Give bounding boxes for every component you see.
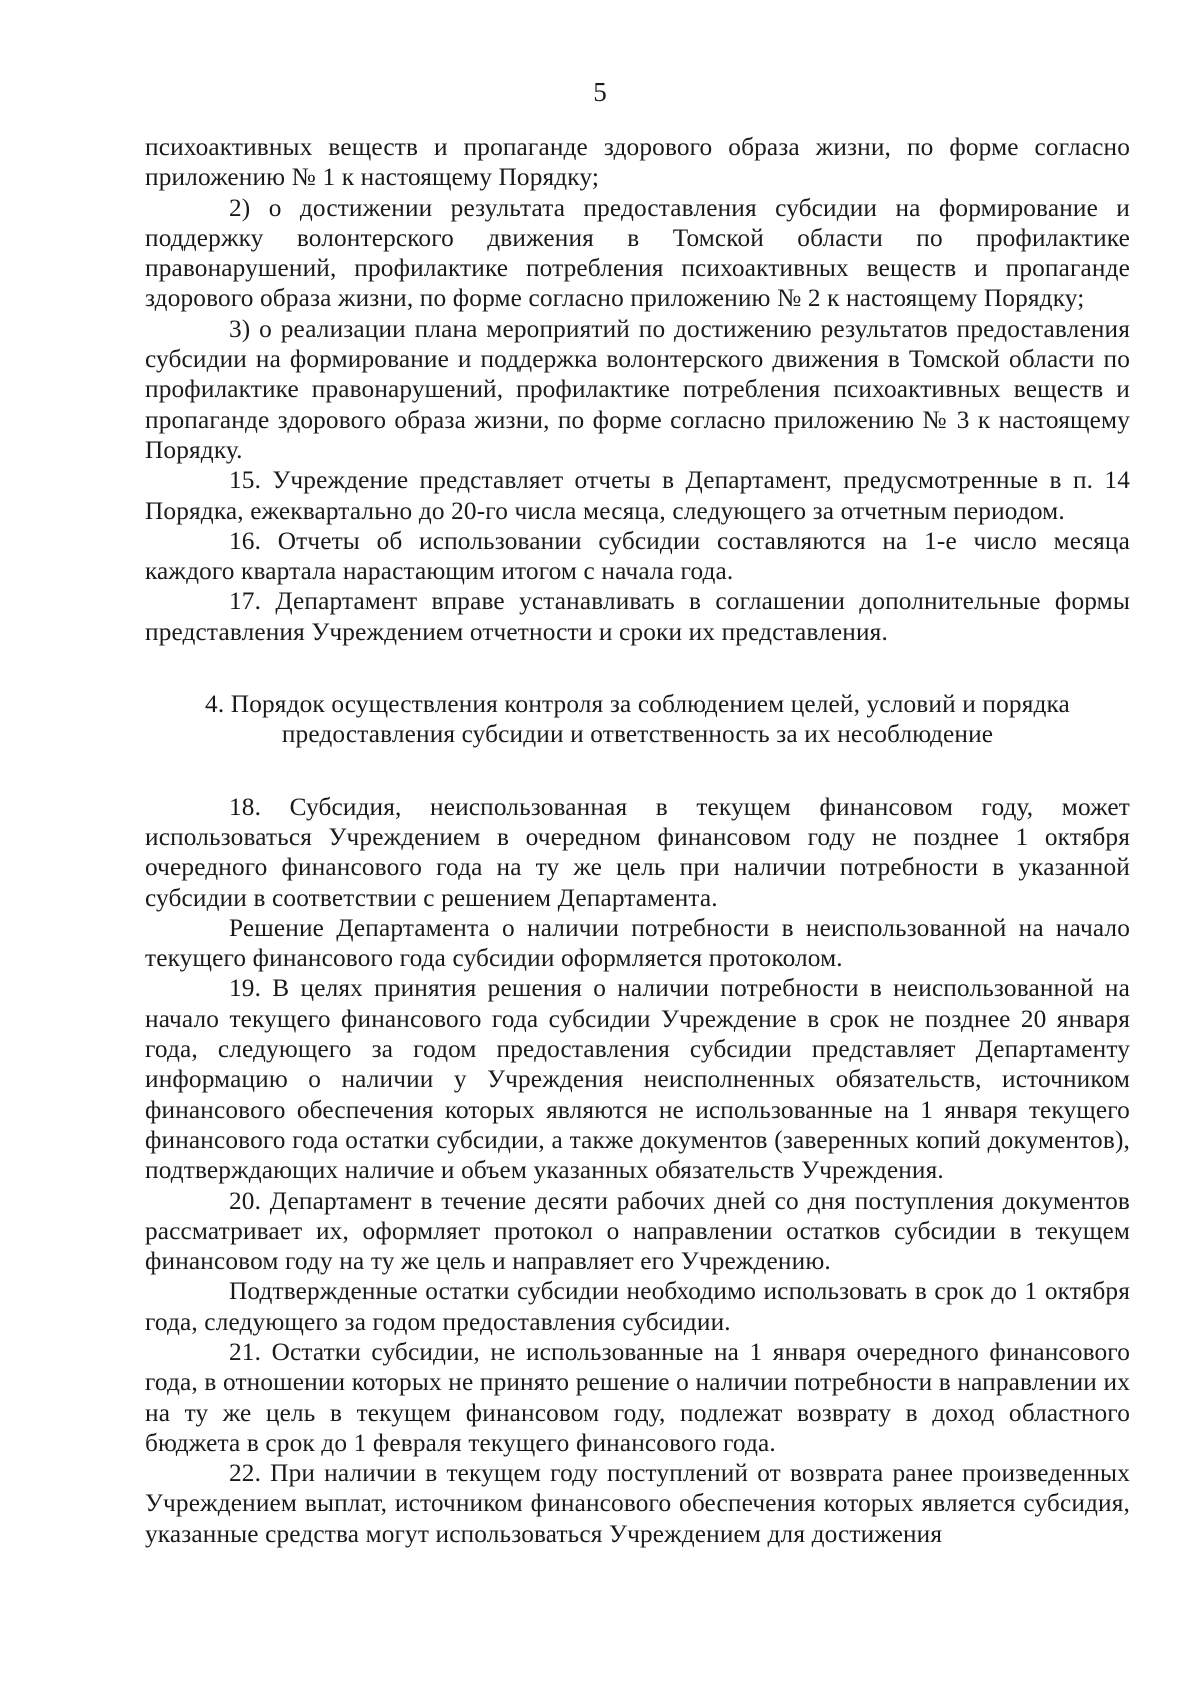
paragraph: 2) о достижении результата предоставления субсидии на формирование и поддержку волонтерского движения в Томской области по профилактике правонарушений, профилактике потребления психоактивных веществ и пропаганде здорового образа жизни, по форме согласно приложению № 2 к настоящему Порядку;: [145, 193, 1130, 313]
paragraph: 22. При наличии в текущем году поступлений от возврата ранее произведенных Учреждением выплат, источником финансового обеспечения которых является субсидия, указанные средства могут использоваться Учреждением для достижения: [145, 1459, 1130, 1548]
paragraph: 17. Департамент вправе устанавливать в соглашении дополнительные формы представления Учреждением отчетности и сроки их представления.: [145, 587, 1130, 646]
paragraph: психоактивных веществ и пропаганде здорового образа жизни, по форме согласно приложению № 1 к настоящему Порядку;: [145, 133, 1130, 192]
paragraph: Решение Департамента о наличии потребности в неиспользованной на начало текущего финансового года субсидии оформляется протоколом.: [145, 913, 1130, 973]
paragraph: 18. Субсидия, неиспользованная в текущем финансовом году, может использоваться Учреждением в очередном финансовом году не позднее 1 октября очередного финансового года на ту же цель при наличии потребности в указанной субсидии в соответствии с решением Департамента.: [145, 792, 1130, 912]
section-heading: 4. Порядок осуществления контроля за соблюдением целей, условий и порядка предоставления субсидии и ответственность за их несоблюдение: [205, 690, 1070, 749]
paragraph: 19. В целях принятия решения о наличии потребности в неиспользованной на начало текущего финансового года субсидии Учреждение в срок не позднее 20 января года, следующего за годом предоставления субсидии представляет Департаменту информацию о наличии у Учреждения неисполненных обязательств, источником финансового обеспечения которых являются не использованные на 1 января текущего финансового года остатки субсидии, а также документов (заверенных копий документов), подтверждающих наличие и объем указанных обязательств Учреждения.: [145, 974, 1130, 1185]
paragraph: 3) о реализации плана мероприятий по достижению результатов предоставления субсидии на формирование и поддержка волонтерского движения в Томской области по профилактике правонарушений, профилактике потребления психоактивных веществ и пропаганде здорового образа жизни, по форме согласно приложению № 3 к настоящему Порядку.: [145, 314, 1130, 464]
paragraph: Подтвержденные остатки субсидии необходимо использовать в срок до 1 октября года, следующего за годом предоставления субсидии.: [145, 1277, 1130, 1336]
page-number: 5: [593, 77, 607, 107]
paragraph: 15. Учреждение представляет отчеты в Департамент, предусмотренные в п. 14 Порядка, ежеквартально до 20-го числа месяца, следующего за отчетным периодом.: [145, 466, 1130, 525]
document-body: [145, 132, 1130, 1549]
paragraph: 16. Отчеты об использовании субсидии составляются на 1-е число месяца каждого квартала нарастающим итогом с начала года.: [145, 526, 1130, 586]
paragraph: 20. Департамент в течение десяти рабочих дней со дня поступления документов рассматривает их, оформляет протокол о направлении остатков субсидии в текущем финансовом году на ту же цель и направляет его Учреждению.: [145, 1186, 1130, 1276]
paragraph: 21. Остатки субсидии, не использованные на 1 января очередного финансового года, в отношении которых не принято решение о наличии потребности в направлении их на ту же цель в текущем финансовом году, подлежат возврату в доход областного бюджета в срок до 1 февраля текущего финансового года.: [145, 1337, 1130, 1457]
